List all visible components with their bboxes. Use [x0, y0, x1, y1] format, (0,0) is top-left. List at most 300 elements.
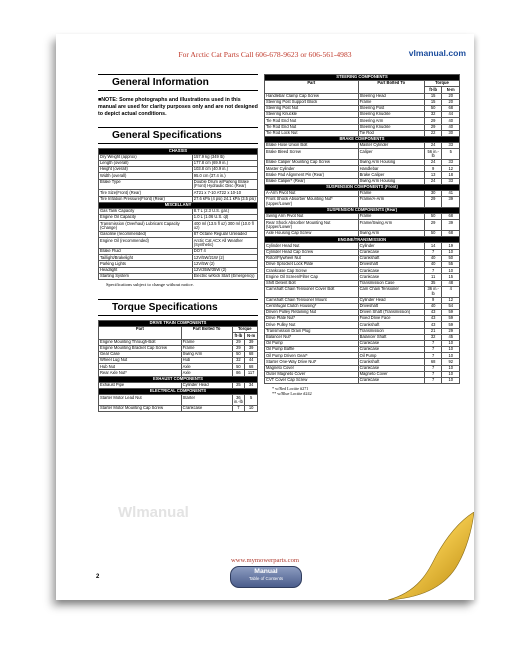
nm-cell: 10	[442, 371, 460, 377]
nm-cell: 10	[442, 378, 460, 384]
part-cell: Master Cylinder	[265, 166, 359, 172]
nm-cell: 44	[245, 358, 258, 364]
part-cell: Drive Pulley Nut	[265, 322, 359, 328]
torque-table-right	[264, 74, 460, 384]
part-cell: Cylinder Head Cap Screw	[265, 249, 359, 255]
table-row	[265, 105, 460, 111]
spec-label: Dry Weight (approx)	[99, 154, 193, 160]
spec-value: 12V/5W (2)	[192, 261, 257, 267]
part-cell: Oil Pump Baffle	[265, 347, 359, 353]
table-row	[265, 280, 460, 286]
torque-group-header: STEERING COMPONENTS	[265, 75, 460, 81]
col-bolted-to: Part Bolted To	[181, 327, 232, 339]
general-info-title: General Information	[112, 77, 209, 88]
table-row	[265, 255, 460, 261]
spec-value: Double Drum w/Parking Brake (Front) Hydraulic Disc (Rear)	[192, 179, 257, 190]
ftlb-cell: 29	[232, 345, 245, 351]
table-row	[265, 322, 460, 328]
spec-value: 157.9 kg (349 lb)	[192, 154, 257, 160]
bolted-to-cell: Oil Pump	[358, 353, 424, 359]
nm-cell: 10	[442, 249, 460, 255]
ftlb-cell: 29	[232, 339, 245, 345]
part-cell: Brake Hose Union Bolt	[265, 143, 359, 149]
table-row	[265, 328, 460, 334]
bolted-to-cell: Frame	[358, 214, 424, 220]
general-specs-title: General Specifications	[112, 129, 222, 141]
ftlb-cell: 43	[424, 316, 442, 322]
nm-cell: 12	[442, 297, 460, 303]
spec-value: 1.0 L (1.06 U.S. qt)	[192, 215, 257, 221]
table-row	[265, 378, 460, 384]
bolted-to-cell: Tie Rod	[358, 130, 424, 136]
nm-cell: 92	[442, 359, 460, 365]
torque-group-header: EXHAUST COMPONENTS	[99, 376, 258, 382]
loctite-footnote-blue: ** w/Blue Loctite #242	[272, 391, 312, 397]
nm-cell: 68	[245, 351, 258, 357]
nm-cell: 45	[442, 334, 460, 340]
nm-cell: 5	[245, 395, 258, 406]
nm-cell: 10	[442, 353, 460, 359]
part-cell: A-Arm Pivot Nut	[265, 190, 359, 196]
table-row	[265, 359, 460, 365]
ftlb-cell: 32	[232, 358, 245, 364]
spec-label: Taillight/Brakelight	[99, 255, 193, 261]
ftlb-cell: 50	[232, 351, 245, 357]
torque-group-header: SUSPENSION COMPONENTS (Rear)	[265, 207, 460, 213]
col-part: Part	[99, 327, 182, 339]
bolted-to-cell: Caliper	[358, 149, 424, 160]
col-nm: N-m	[245, 333, 258, 339]
table-row	[99, 221, 258, 232]
part-cell: CVT Cover Cap Screw	[265, 378, 359, 384]
table-row	[265, 172, 460, 178]
bolted-to-cell: Hub	[181, 358, 232, 364]
nm-cell: 10	[245, 405, 258, 411]
torque-group-header: BRAKE COMPONENTS	[265, 136, 460, 142]
spec-label: Engine Oil (recommended)	[99, 238, 193, 249]
bolted-to-cell: Cam Chain Tensioner	[358, 286, 424, 297]
bolted-to-cell: Crankcase	[358, 340, 424, 346]
part-cell: Starter Motor Lead Nut	[99, 395, 182, 406]
bolted-to-cell: Driveshaft	[358, 303, 424, 309]
part-cell: Rear Axle Nut*	[99, 370, 182, 376]
ftlb-cell: 7	[424, 340, 442, 346]
ftlb-cell: 40	[424, 255, 442, 261]
ftlb-cell: 36 in.-lb	[424, 286, 442, 297]
nm-cell: 5	[442, 149, 460, 160]
ftlb-cell: 68	[424, 359, 442, 365]
ftlb-cell: 32	[424, 334, 442, 340]
nm-cell: 12	[442, 166, 460, 172]
part-cell: Brake Caliper* (Rear)	[265, 178, 359, 184]
bolted-to-cell: Swing Arm Housing	[358, 178, 424, 184]
right-column	[264, 74, 460, 397]
table-row	[265, 316, 460, 322]
nm-cell: 48	[442, 280, 460, 286]
bolted-to-cell: Transmission Case	[358, 280, 424, 286]
nm-cell: 59	[442, 309, 460, 315]
nm-cell: 117	[245, 370, 258, 376]
nm-cell: 44	[442, 112, 460, 118]
nm-cell: 10	[442, 347, 460, 353]
table-row	[265, 243, 460, 249]
table-row	[265, 178, 460, 184]
nm-cell: 39	[245, 339, 258, 345]
bolted-to-cell: Crankcase	[358, 378, 424, 384]
spec-value: 12V/35W/35W (2)	[192, 267, 257, 273]
part-cell: Front Shock Absorber Mounting Nut* (Upper/Lower)	[265, 197, 359, 208]
spec-label: Headlight	[99, 267, 193, 273]
table-row	[265, 160, 460, 166]
manual-button-label: Manual	[254, 568, 278, 575]
ftlb-cell: 7	[424, 371, 442, 377]
col-nm: N-m	[442, 87, 460, 93]
nm-cell: 33	[442, 178, 460, 184]
spec-value: 27.6 kPa (4 psi) 24.1 kPa (3.5 psi)	[193, 196, 256, 201]
torque-specs-title: Torque Specifications	[112, 301, 218, 313]
bolted-to-cell: Steering Knuckle	[358, 112, 424, 118]
nm-cell: 10	[442, 268, 460, 274]
part-cell: Oil Pump	[265, 340, 359, 346]
spec-value: 12V/5W/21W (2)	[192, 255, 257, 261]
ftlb-cell: 9	[424, 166, 442, 172]
ftlb-cell: 29	[424, 197, 442, 208]
part-cell: Driven Pulley Retaining Nut	[265, 309, 359, 315]
part-cell: Exhaust Pipe	[99, 382, 182, 388]
nm-cell: 40	[442, 124, 460, 130]
part-cell: Wheel Lug Nut	[99, 358, 182, 364]
bolted-to-cell: Swing Arm	[358, 231, 424, 237]
part-cell: Crankcase Cap Screw	[265, 268, 359, 274]
table-row	[265, 220, 460, 231]
torque-group-header: ELECTRICAL COMPONENTS	[99, 389, 258, 395]
col-bolted-to: Part Bolted To	[358, 81, 424, 93]
part-cell: Brake Bleed Screw	[265, 149, 359, 160]
nm-cell: 4	[442, 286, 460, 297]
table-row	[265, 286, 460, 297]
ftlb-cell: 11	[424, 274, 442, 280]
nm-cell: 15	[442, 274, 460, 280]
table-of-contents-button[interactable]	[230, 566, 302, 588]
ftlb-cell: 7	[424, 378, 442, 384]
part-cell: Rear Shock Absorber Mounting Nut (Upper/Lower)	[265, 220, 359, 231]
bolted-to-cell: Cylinder Head	[358, 297, 424, 303]
nm-cell: 59	[442, 322, 460, 328]
spec-value: Electric w/Kick Start (Emergency)	[192, 273, 257, 279]
ftlb-cell: 29	[424, 118, 442, 124]
bolted-to-cell: Balancer Shaft	[358, 334, 424, 340]
ftlb-cell: 14	[424, 243, 442, 249]
table-row	[265, 274, 460, 280]
ftlb-cell: 43	[424, 322, 442, 328]
part-cell: Drive Plate Nut*	[265, 316, 359, 322]
nm-cell: 59	[442, 316, 460, 322]
torque-group-header: SUSPENSION COMPONENTS (Front)	[265, 184, 460, 190]
spec-value: 95.0 cm (37.4 in.)	[192, 173, 257, 179]
spec-value: AT21 x 7-10 AT22 x 10-10	[192, 190, 257, 196]
ftlb-cell: 13	[424, 172, 442, 178]
ftlb-cell: 43	[424, 309, 442, 315]
part-cell: Gear Case	[99, 351, 182, 357]
nm-cell: 39	[442, 197, 460, 208]
part-cell: Engine Mounting Through-Bolt	[99, 339, 182, 345]
part-cell: Shift Detent Bolt	[265, 280, 359, 286]
nm-cell: 54	[442, 303, 460, 309]
table-row	[265, 262, 460, 268]
ftlb-cell: 7	[232, 405, 245, 411]
table-row	[265, 99, 460, 105]
spec-label: Parking Lights	[99, 261, 193, 267]
bolted-to-cell: Frame	[181, 339, 232, 345]
table-row	[265, 130, 460, 136]
nm-cell: 20	[442, 93, 460, 99]
nm-cell: 68	[442, 105, 460, 111]
bolted-to-cell: Crankshaft	[358, 359, 424, 365]
ftlb-cell: 40	[424, 262, 442, 268]
bolted-to-cell: Driven Shaft (Transmission)	[358, 309, 424, 315]
nm-cell: 68	[442, 214, 460, 220]
ftlb-cell: 15	[424, 93, 442, 99]
spec-value: 103.8 cm (40.9 in.)	[192, 167, 257, 173]
table-row	[265, 197, 460, 208]
part-cell: Steering Post Nut	[265, 105, 359, 111]
torque-table-left	[98, 320, 258, 412]
spec-group-header: MISCELLANY	[99, 202, 258, 208]
spec-value: 87 Octane Regular Unleaded	[192, 232, 257, 238]
ftlb-cell: 50	[424, 214, 442, 220]
part-cell: Engine Mounting Bracket Cap Screw	[99, 345, 182, 351]
ftlb-cell: 7	[424, 365, 442, 371]
ftlb-cell: 7	[424, 249, 442, 255]
table-row	[265, 190, 460, 196]
spec-value: DOT 4	[192, 249, 257, 255]
part-cell: Swing Arm Pivot Nut	[265, 214, 359, 220]
footer-website[interactable]: www.mymowerparts.com	[230, 557, 300, 564]
ftlb-cell: 56 in.-lb	[424, 149, 442, 160]
spec-value: 400 ml (13.5 fl oz) 300 ml (10.0 fl oz)	[192, 221, 257, 232]
bolted-to-cell: Steering Knuckle	[358, 124, 424, 130]
ftlb-cell: 15	[424, 99, 442, 105]
table-row	[265, 303, 460, 309]
part-cell: Axle Housing Cap Screw	[265, 231, 359, 237]
part-cell: Steering Knuckle	[265, 112, 359, 118]
part-cell: Centrifugal Clutch Housing*	[265, 303, 359, 309]
general-info-note: ■NOTE: Some photographs and illustrations used in this manual are used for clarity purposes only and are not designed to depict actual conditions.	[98, 97, 258, 118]
nm-cell: 34	[245, 382, 258, 388]
table-row	[265, 149, 460, 160]
bolted-to-cell: Crankcase	[181, 405, 232, 411]
nm-cell: 30	[442, 130, 460, 136]
part-cell: Hub Nut	[99, 364, 182, 370]
part-cell: Drive Sprocket Lock Plate	[265, 262, 359, 268]
nm-cell: 29	[442, 328, 460, 334]
part-cell: Magneto Cover	[265, 365, 359, 371]
part-cell: Handlebar Clamp Cap Screw	[265, 93, 359, 99]
bolted-to-cell: Crankshaft	[358, 255, 424, 261]
part-cell: Balancer Nut*	[265, 334, 359, 340]
loctite-footnote-red: * w/Red Loctite #271	[272, 386, 309, 392]
ftlb-cell: 29	[424, 124, 442, 130]
part-cell: Camshaft Chain Tensioner Mount	[265, 297, 359, 303]
part-cell: Engine Oil Screen/Filter Cap	[265, 274, 359, 280]
spec-value: Arctic Cat ACX All Weather (Synthetic)	[192, 238, 257, 249]
part-cell: Outer Magneto Cover	[265, 371, 359, 377]
ftlb-cell: 24	[424, 160, 442, 166]
part-cell: Rotor/Flywheel Nut	[265, 255, 359, 261]
nm-cell: 40	[442, 118, 460, 124]
bolted-to-cell: Steering Arm	[358, 118, 424, 124]
parts-contact-header: For Arctic Cat Parts Call 606-678-9623 or 606-561-4983	[178, 50, 352, 59]
table-row	[99, 405, 258, 411]
ftlb-cell: 50	[424, 231, 442, 237]
ftlb-cell: 22	[424, 130, 442, 136]
spec-value: 8.7 L (2.3 U.S. gal.)	[192, 208, 257, 214]
spec-label: Gasoline (recommended)	[99, 232, 193, 238]
bolted-to-cell: Frame/Swing Arm	[358, 220, 424, 231]
bolted-to-cell: Crankcase	[358, 249, 424, 255]
ftlb-cell: 32	[424, 112, 442, 118]
part-cell: Brake Pad Alignment Pin (Rear)	[265, 172, 359, 178]
nm-cell: 41	[442, 190, 460, 196]
ftlb-cell: 86	[232, 370, 245, 376]
col-ftlb: ft-lb	[232, 333, 245, 339]
bolted-to-cell: Steering Head	[358, 93, 424, 99]
page-curl-icon[interactable]	[388, 512, 474, 600]
ftlb-cell: 21	[424, 328, 442, 334]
spec-label: Height (overall)	[99, 167, 193, 173]
bolted-to-cell: Axle	[181, 364, 232, 370]
ftlb-cell: 25	[232, 382, 245, 388]
nm-cell: 18	[442, 172, 460, 178]
bolted-to-cell: Swing Arm Housing	[358, 160, 424, 166]
part-cell: Starter Motor Mounting Cap Screw	[99, 405, 182, 411]
table-row	[265, 124, 460, 130]
part-cell: Starter One-Way Drive Nut*	[265, 359, 359, 365]
spec-group-header: CHASSIS	[99, 148, 258, 154]
nm-cell: 10	[442, 340, 460, 346]
general-specs-table	[98, 148, 258, 280]
ftlb-cell: 36 in.-lb	[233, 394, 243, 405]
bolted-to-cell: Frame	[358, 190, 424, 196]
watermark-logo: Wlmanual	[118, 504, 189, 521]
ftlb-cell: 7	[424, 268, 442, 274]
bolted-to-cell: Frame	[181, 345, 232, 351]
spec-value: 177.8 cm (69.9 in.)	[192, 160, 257, 166]
table-row	[265, 309, 460, 315]
torque-group-header: DRIVE TRAIN COMPONENTS	[99, 320, 258, 326]
ftlb-cell: 29	[424, 220, 442, 231]
spec-label: Engine Oil Capacity	[99, 215, 193, 221]
nm-cell: 39	[442, 220, 460, 231]
bolted-to-cell: Master Cylinder	[358, 143, 424, 149]
nm-cell: 19	[442, 243, 460, 249]
spec-label: Tire Size(Front) (Rear)	[99, 190, 193, 196]
ftlb-cell: 30	[424, 190, 442, 196]
spec-label: Gas Tank Capacity	[99, 208, 193, 214]
bolted-to-cell: Fixed Drive Face	[358, 316, 424, 322]
bolted-to-cell: Transmission	[358, 328, 424, 334]
bolted-to-cell: Driveshaft	[358, 262, 424, 268]
torque-group-header: ENGINE/TRANSMISSION	[265, 237, 460, 243]
table-row	[99, 238, 258, 249]
bolted-to-cell: Crankcase	[358, 274, 424, 280]
part-cell: Tie Rod End Nut	[265, 118, 359, 124]
bolted-to-cell: Frame/A-Arm	[358, 197, 424, 208]
bolted-to-cell: Cylinder	[358, 243, 424, 249]
spec-label: Width (overall)	[99, 173, 193, 179]
spec-label: Starting System	[99, 273, 193, 279]
spec-label: Brake Type	[99, 179, 193, 190]
bolted-to-cell: Steering Post	[358, 105, 424, 111]
nm-cell: 39	[245, 345, 258, 351]
nm-cell: 55	[442, 262, 460, 268]
table-row	[265, 143, 460, 149]
bolted-to-cell: Magneto Cover	[358, 371, 424, 377]
ftlb-cell: 50	[232, 364, 245, 370]
bolted-to-cell: Crankcase	[358, 365, 424, 371]
nm-cell: 68	[245, 364, 258, 370]
part-cell: Transmission Drain Plug	[265, 328, 359, 334]
part-cell: Oil Pump Driven Gear*	[265, 353, 359, 359]
nm-cell: 33	[442, 143, 460, 149]
nm-cell: 68	[442, 231, 460, 237]
watermark[interactable]: vlmanual.com	[408, 48, 466, 58]
nm-cell: 20	[442, 99, 460, 105]
bolted-to-cell: Crankcase	[358, 347, 424, 353]
ftlb-cell: 24	[424, 178, 442, 184]
part-cell: Tie Rod End Nut	[265, 124, 359, 130]
table-row	[99, 395, 258, 406]
manual-button-sublabel: Table of Contents	[248, 576, 284, 581]
left-column	[98, 74, 258, 412]
part-cell: Brake Caliper Mounting Cap Screw	[265, 160, 359, 166]
table-row	[265, 112, 460, 118]
bolted-to-cell: Frame	[358, 99, 424, 105]
spec-label: Length (overall)	[99, 160, 193, 166]
col-torque: Torque	[424, 81, 459, 87]
part-cell: Tie Rod Lock Nut	[265, 130, 359, 136]
part-cell: Cylinder Head Nut	[265, 243, 359, 249]
ftlb-cell: 35	[424, 280, 442, 286]
bolted-to-cell: Axle	[181, 370, 232, 376]
bolted-to-cell: Crankshaft	[358, 322, 424, 328]
nm-cell: 33	[442, 160, 460, 166]
spec-label: Brake Fluid	[99, 249, 193, 255]
divider	[98, 315, 258, 316]
divider	[98, 143, 258, 144]
ftlb-cell: 40	[424, 303, 442, 309]
bolted-to-cell: Crankcase	[358, 268, 424, 274]
part-cell: Steering Post Support Block	[265, 99, 359, 105]
bolted-to-cell: Cylinder Head	[181, 382, 232, 388]
spec-label: Tire Inflation Pressure(Front) (Rear)	[99, 196, 193, 202]
col-torque: Torque	[232, 327, 257, 333]
bolted-to-cell: Brake Caliper	[358, 172, 424, 178]
divider	[98, 90, 258, 91]
col-ftlb: ft-lb	[424, 87, 442, 93]
bolted-to-cell: Swing Arm	[181, 351, 232, 357]
table-row	[265, 214, 460, 220]
bolted-to-cell: Starter	[181, 395, 232, 406]
spec-label: Transmission (Overhaul) Lubricant Capacity (Change)	[99, 221, 193, 232]
nm-cell: 50	[442, 255, 460, 261]
table-row	[265, 93, 460, 99]
nm-cell: 10	[442, 365, 460, 371]
part-cell: Camshaft Chain Tensioner Cover Bolt	[265, 286, 359, 297]
table-row	[265, 118, 460, 124]
table-row	[99, 273, 258, 279]
page-number: 2	[96, 574, 100, 580]
